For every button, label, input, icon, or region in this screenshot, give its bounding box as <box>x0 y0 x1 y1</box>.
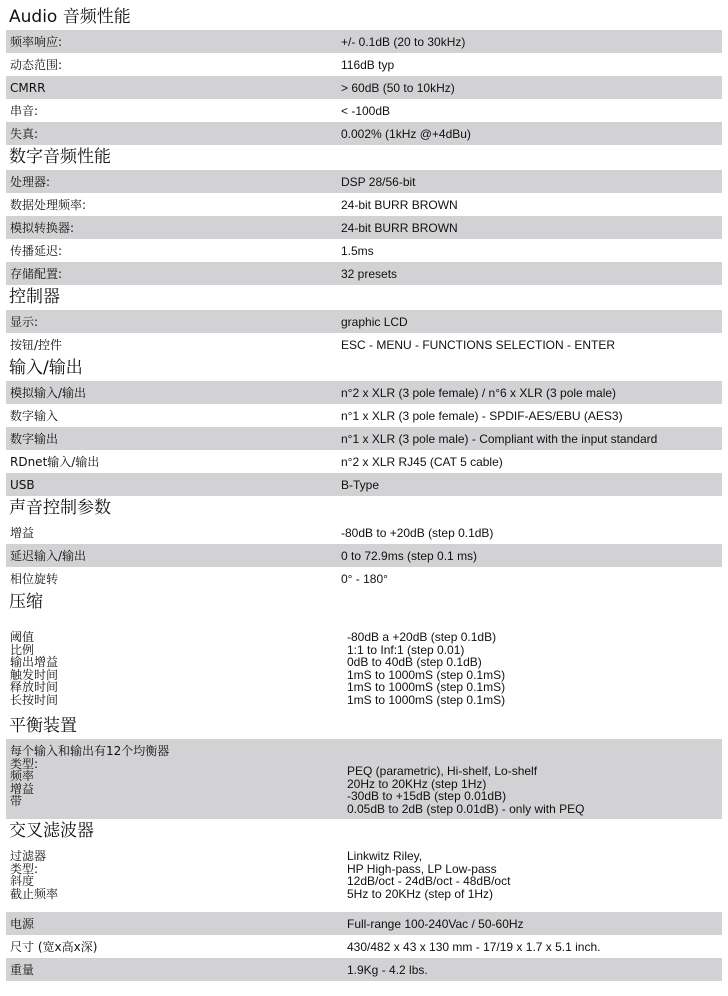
section-title-controls: 控制器 <box>9 287 60 307</box>
spec-value: ESC - MENU - FUNCTIONS SELECTION - ENTER <box>341 337 616 352</box>
spec-label: 动态范围: <box>10 58 63 72</box>
spec-value: 24-bit BURR BROWN <box>341 197 458 212</box>
spec-value: 1.5ms <box>341 243 374 258</box>
spec-value: n°2 x XLR (3 pole female) / n°6 x XLR (3 pole male) <box>341 385 617 400</box>
spec-row <box>6 404 722 427</box>
section-title-audio: Audio 音频性能 <box>9 7 131 27</box>
spec-row <box>6 427 722 450</box>
spec-label: 处理器: <box>10 175 51 189</box>
spec-sheet <box>6 5 722 981</box>
spec-value: -80dB to +20dB (step 0.1dB) <box>341 525 494 540</box>
spec-label: 频率响应: <box>10 35 63 49</box>
spec-row <box>6 53 722 76</box>
spec-label: 数据处理频率: <box>10 198 87 212</box>
spec-value: -80dB a +20dB (step 0.1dB) 1:1 to Inf:1 (step 0.01) 0dB to 40dB (step 0.1dB) 1mS to 1000mS (step 0.1mS) 1mS to 1000mS (step 0.1mS) 1mS to 1000mS (step 0.1mS) <box>347 630 506 707</box>
spec-value: Full-range 100-240Vac / 50-60Hz <box>347 916 524 931</box>
spec-label: 串音: <box>10 104 39 118</box>
spec-label: 尺寸 (宽x高x深) <box>10 940 98 954</box>
spec-value: 116dB typ <box>341 57 395 72</box>
spec-value: > 60dB (50 to 10kHz) <box>341 80 455 95</box>
spec-label: CMRR <box>10 80 46 95</box>
spec-value: n°1 x XLR (3 pole male) - Compliant with the input standard <box>341 431 658 446</box>
spec-value: < -100dB <box>341 103 391 118</box>
spec-row <box>6 239 722 262</box>
spec-label: 数字输出 <box>10 432 59 446</box>
spec-row <box>6 310 722 333</box>
spec-row <box>6 122 722 145</box>
spec-row <box>6 912 722 935</box>
spec-value: 0 to 72.9ms (step 0.1 ms) <box>341 548 478 563</box>
spec-row <box>6 739 722 819</box>
section-title-compression: 压缩 <box>9 592 43 612</box>
spec-label: 模拟转换器: <box>10 221 75 235</box>
spec-label: 每个输入和输出有12个均衡器 类型: 频率 增益 带 <box>10 744 170 808</box>
spec-row <box>6 615 722 714</box>
spec-label: 相位旋转 <box>10 572 59 586</box>
spec-label: 阈值 比例 输出增益 触发时间 释放时间 长按时间 <box>10 630 59 707</box>
spec-row <box>6 333 722 356</box>
spec-label: 电源 <box>10 917 35 931</box>
spec-row <box>6 170 722 193</box>
spec-row <box>6 521 722 544</box>
spec-row <box>6 381 722 404</box>
spec-value: 0.002% (1kHz @+4dBu) <box>341 126 471 141</box>
spec-value: +/- 0.1dB (20 to 30kHz) <box>341 34 466 49</box>
spec-row <box>6 262 722 285</box>
spec-label: 数字输入 <box>10 409 59 423</box>
section-title-crossover: 交叉滤波器 <box>9 821 94 841</box>
spec-value: DSP 28/56-bit <box>341 174 416 189</box>
spec-row <box>6 544 722 567</box>
spec-label: USB <box>10 477 35 492</box>
spec-value: 1.9Kg - 4.2 lbs. <box>347 962 428 977</box>
spec-value: 24-bit BURR BROWN <box>341 220 458 235</box>
spec-value: B-Type <box>341 477 380 492</box>
spec-row <box>6 567 722 590</box>
spec-label: 存储配置: <box>10 267 63 281</box>
spec-value: n°2 x XLR RJ45 (CAT 5 cable) <box>341 454 503 469</box>
spec-row <box>6 76 722 99</box>
spec-value: 430/482 x 43 x 130 mm - 17/19 x 1.7 x 5.1 inch. <box>347 939 601 954</box>
section-title-sound-control: 声音控制参数 <box>9 498 111 518</box>
spec-row <box>6 193 722 216</box>
spec-value: n°1 x XLR (3 pole female) - SPDIF-AES/EBU (AES3) <box>341 408 623 423</box>
spec-label: 失真: <box>10 127 39 141</box>
spec-label: 重量 <box>10 963 35 977</box>
spec-row <box>6 216 722 239</box>
spec-value: 0° - 180° <box>341 571 388 586</box>
spec-value: graphic LCD <box>341 314 408 329</box>
spec-label: 模拟输入/输出 <box>10 386 87 400</box>
spec-row <box>6 30 722 53</box>
spec-row <box>6 450 722 473</box>
spec-label: 增益 <box>10 526 35 540</box>
section-title-digital-audio: 数字音频性能 <box>9 147 111 167</box>
spec-label: RDnet输入/输出 <box>10 455 100 469</box>
spec-row <box>6 844 722 912</box>
spec-row <box>6 473 722 496</box>
section-title-equalizer: 平衡装置 <box>9 716 77 736</box>
spec-row <box>6 935 722 958</box>
spec-label: 显示: <box>10 315 39 329</box>
section-title-io: 输入/输出 <box>9 358 83 378</box>
spec-row <box>6 99 722 122</box>
spec-label: 按钮/控件 <box>10 338 63 352</box>
spec-label: 过滤器 类型: 斜度 截止频率 <box>10 849 59 901</box>
spec-label: 传播延迟: <box>10 244 63 258</box>
spec-value: PEQ (parametric), Hi-shelf, Lo-shelf 20Hz to 20KHz (step 1Hz) -30dB to +15dB (step 0.01dB) 0.05dB to 2dB (step 0.01dB) - only with PEQ <box>347 764 585 816</box>
spec-value: Linkwitz Riley, HP High-pass, LP Low-pass 12dB/oct - 24dB/oct - 48dB/oct 5Hz to 20KHz (step of 1Hz) <box>347 849 511 901</box>
spec-row <box>6 958 722 981</box>
spec-label: 延迟输入/输出 <box>10 549 87 563</box>
spec-value: 32 presets <box>341 266 398 281</box>
